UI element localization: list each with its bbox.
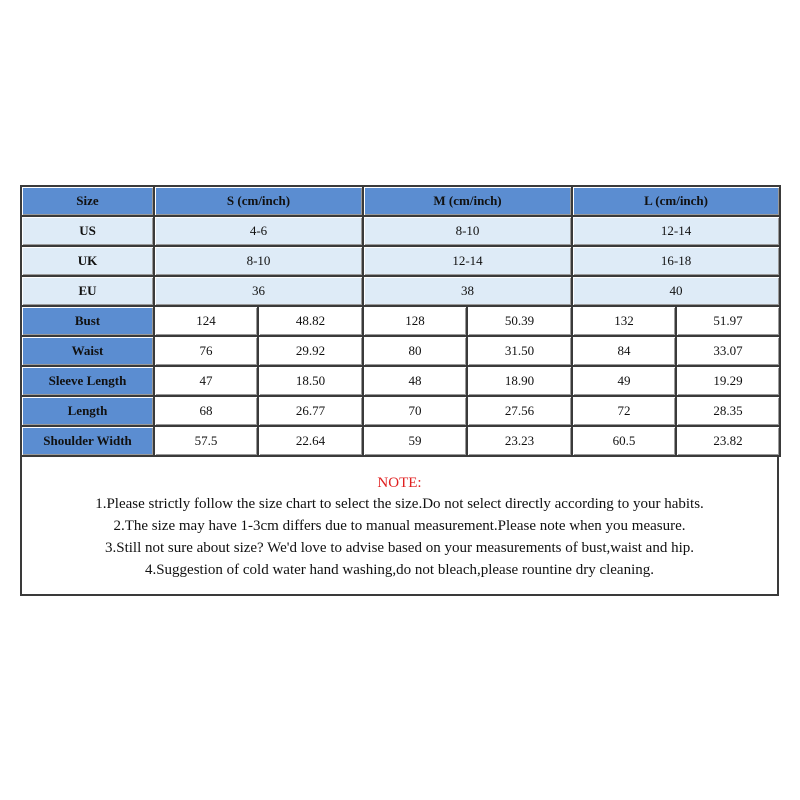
cell: 8-10 <box>155 247 364 277</box>
cell: 12-14 <box>364 247 573 277</box>
cell: 38 <box>364 277 573 307</box>
row-label: EU <box>22 277 155 307</box>
cell: 50.39 <box>468 307 573 337</box>
note-line-2: 2.The size may have 1-3cm differs due to manual measurement.Please note when you measure. <box>113 518 686 534</box>
cell: 18.50 <box>259 367 364 397</box>
cell: 72 <box>573 397 677 427</box>
note-line-3: 3.Still not sure about size? We'd love to advise based on your measurements of bust,waist and hip. <box>104 540 695 556</box>
note-box <box>20 457 779 596</box>
row-label: US <box>22 217 155 247</box>
cell: 76 <box>155 337 259 367</box>
cell: 12-14 <box>573 217 781 247</box>
row-label: Length <box>22 397 155 427</box>
cell: 132 <box>573 307 677 337</box>
cell: 23.23 <box>468 427 573 457</box>
cell: 40 <box>573 277 781 307</box>
cell: 84 <box>573 337 677 367</box>
row-length <box>22 397 781 427</box>
row-label: Sleeve Length <box>22 367 155 397</box>
cell: 22.64 <box>259 427 364 457</box>
cell: 128 <box>364 307 468 337</box>
cell: 48.82 <box>259 307 364 337</box>
row-label: Bust <box>22 307 155 337</box>
header-size-l: L (cm/inch) <box>573 187 781 217</box>
cell: 26.77 <box>259 397 364 427</box>
cell: 48 <box>364 367 468 397</box>
row-sleeve-length <box>22 367 781 397</box>
cell: 33.07 <box>677 337 781 367</box>
row-uk <box>22 247 781 277</box>
size-table <box>20 185 781 457</box>
cell: 57.5 <box>155 427 259 457</box>
size-chart <box>20 185 779 596</box>
cell: 59 <box>364 427 468 457</box>
row-shoulder-width <box>22 427 781 457</box>
cell: 4-6 <box>155 217 364 247</box>
header-row <box>22 187 781 217</box>
cell: 70 <box>364 397 468 427</box>
cell: 29.92 <box>259 337 364 367</box>
header-size-label: Size <box>22 187 155 217</box>
cell: 27.56 <box>468 397 573 427</box>
row-waist <box>22 337 781 367</box>
note-line-4: 4.Suggestion of cold water hand washing,do not bleach,please rountine dry cleaning. <box>144 562 655 578</box>
row-label: Shoulder Width <box>22 427 155 457</box>
note-title: NOTE: <box>377 475 422 491</box>
cell: 124 <box>155 307 259 337</box>
row-label: UK <box>22 247 155 277</box>
row-bust <box>22 307 781 337</box>
note-line-1: 1.Please strictly follow the size chart to select the size.Do not select directly according to your habits. <box>95 496 704 512</box>
cell: 60.5 <box>573 427 677 457</box>
cell: 51.97 <box>677 307 781 337</box>
cell: 36 <box>155 277 364 307</box>
cell: 18.90 <box>468 367 573 397</box>
cell: 68 <box>155 397 259 427</box>
row-eu <box>22 277 781 307</box>
cell: 47 <box>155 367 259 397</box>
cell: 23.82 <box>677 427 781 457</box>
row-us <box>22 217 781 247</box>
cell: 16-18 <box>573 247 781 277</box>
row-label: Waist <box>22 337 155 367</box>
header-size-s: S (cm/inch) <box>155 187 364 217</box>
header-size-m: M (cm/inch) <box>364 187 573 217</box>
cell: 80 <box>364 337 468 367</box>
cell: 28.35 <box>677 397 781 427</box>
cell: 49 <box>573 367 677 397</box>
cell: 19.29 <box>677 367 781 397</box>
cell: 31.50 <box>468 337 573 367</box>
cell: 8-10 <box>364 217 573 247</box>
